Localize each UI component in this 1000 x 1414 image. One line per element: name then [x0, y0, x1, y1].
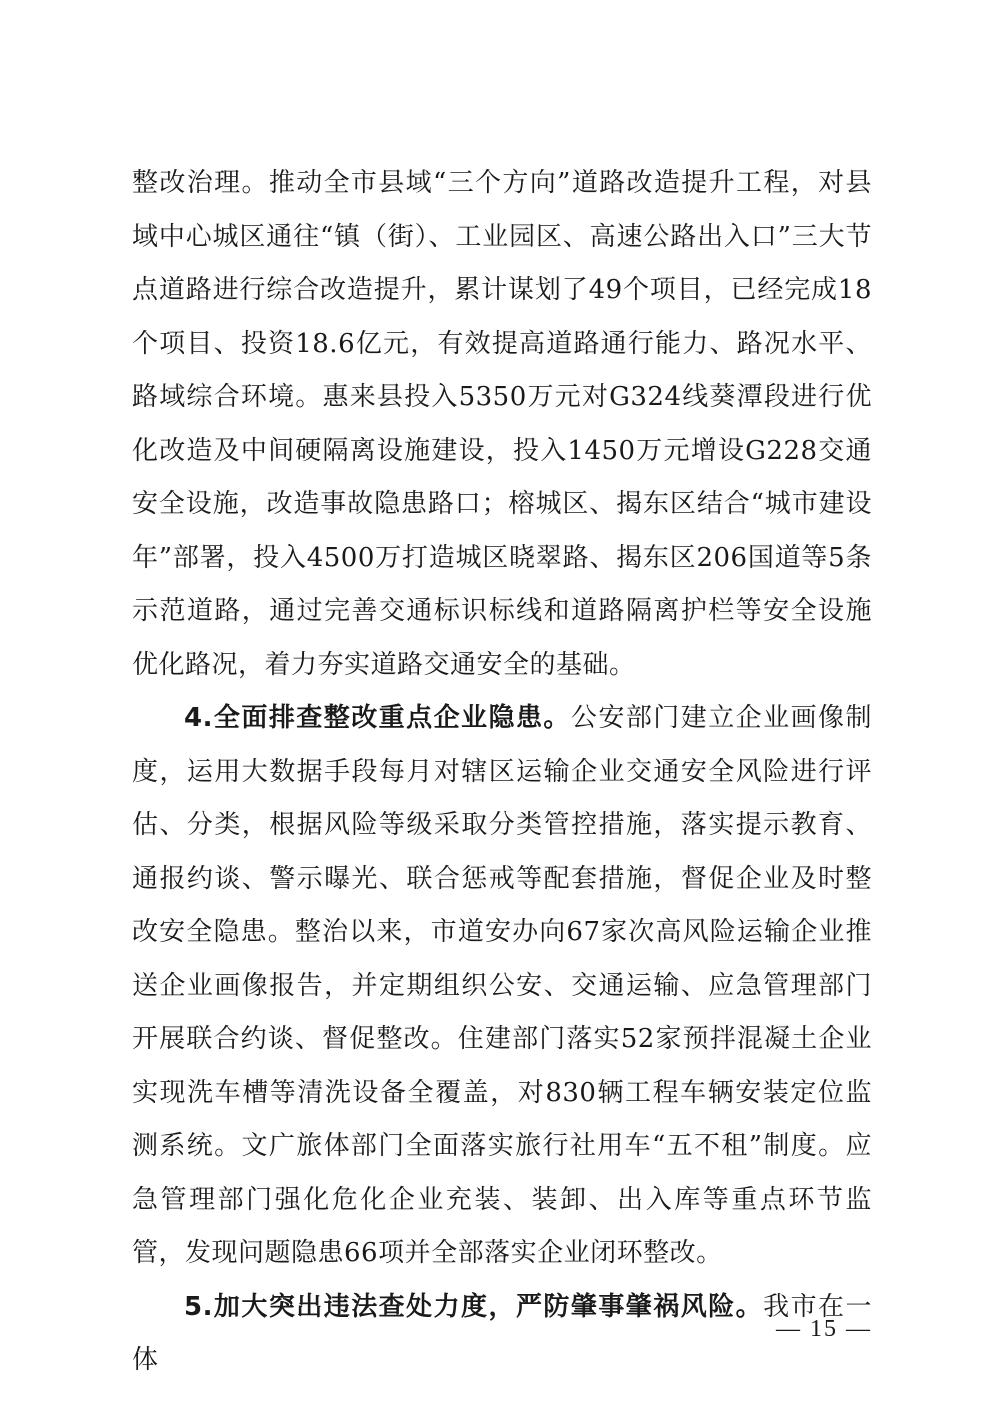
- page-number: — 15 —: [776, 1316, 872, 1342]
- paragraph-enterprise-hazards: [132, 692, 872, 1281]
- paragraph-text: 整改治理。推动全市县域“三个方向”道路改造提升工程，对县域中心城区通往“镇（街）、工业园区、高速公路出入口”三大节点道路进行综合改造提升，累计谋划了49个项目，已经完成18个项目、投资18.6亿元，有效提高道路通行能力、路况水平、路域综合环境。惠来县投入5350万元对G324线葵潭段进行优化改造及中间硬隔离设施建设，投入1450万元增设G228交通安全设施，改造事故隐患路口；榕城区、揭东区结合“城市建设年”部署，投入4500万打造城区晓翠路、揭东区206国道等5条示范道路，通过完善交通标识标线和道路隔离护栏等安全设施优化路况，着力夯实道路交通安全的基础。: [132, 168, 872, 680]
- section-heading-4: 4.全面排查整改重点企业隐患。: [184, 703, 571, 733]
- paragraph-text: 我市在一体: [132, 1291, 872, 1375]
- document-body: [132, 157, 872, 1388]
- paragraph-road-improvement: [132, 157, 872, 692]
- paragraph-text: 公安部门建立企业画像制度，运用大数据手段每月对辖区运输企业交通安全风险进行评估、分类，根据风险等级采取分类管控措施，落实提示教育、通报约谈、警示曝光、联合惩戒等配套措施，督促企业及时整改安全隐患。整治以来，市道安办向67家次高风险运输企业推送企业画像报告，并定期组织公安、交通运输、应急管理部门开展联合约谈、督促整改。住建部门落实52家预拌混凝土企业实现洗车槽等清洗设备全覆盖，对830辆工程车辆安装定位监测系统。文广旅体部门全面落实旅行社用车“五不租”制度。应急管理部门强化危化企业充装、装卸、出入库等重点环节监管，发现问题隐患66项并全部落实企业闭环整改。: [132, 703, 872, 1268]
- paragraph-violation-enforcement: [132, 1281, 872, 1388]
- section-heading-5: 5.加大突出违法查处力度，严防肇事肇祸风险。: [184, 1291, 764, 1322]
